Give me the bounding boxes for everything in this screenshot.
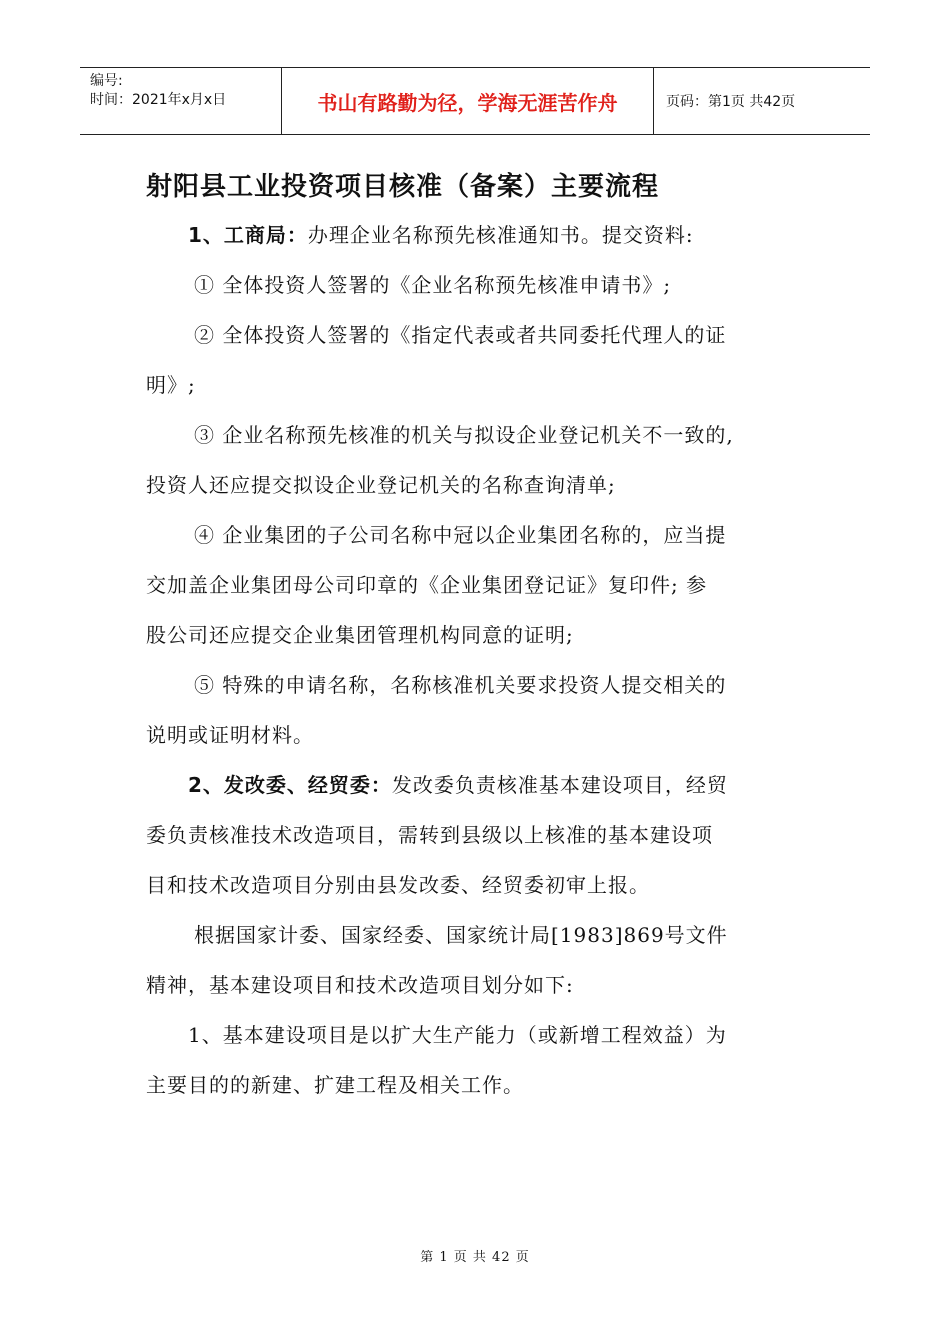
page-footer: 第 1 页 共 42 页 [420,1250,530,1265]
list-item-4-line-2: 交加盖企业集团母公司印章的《企业集团登记证》复印件; 参 [146,573,708,597]
paragraph-1 [146,210,806,260]
list-item-3-line-2: 投资人还应提交拟设企业登记机关的名称查询清单; [146,473,616,497]
header-page-info: 页码：第1页 共42页 [666,94,796,110]
header-meta [80,68,282,134]
paragraph-1-lead: 1、工商局： [188,223,308,247]
paragraph-2-lead: 2、发改委、经贸委： [188,773,392,797]
list-item-4-line-3: 股公司还应提交企业集团管理机构同意的证明; [146,623,574,647]
list-item-2-line-2: 明》; [146,373,196,397]
list-item-5-line-2: 说明或证明材料。 [146,723,314,747]
paragraph-3-line-1: 根据国家计委、国家经委、国家统计局[1983]869号文件 [194,923,728,947]
paragraph-2-text: 发改委负责核准基本建设项目，经贸 [391,773,728,797]
paragraph-2-line-1 [146,760,806,810]
paragraph-2-line-2: 委负责核准技术改造项目，需转到县级以上核准的基本建设项 [146,823,713,847]
header-table [80,67,870,135]
document-body [146,210,806,1110]
header-motto: 书山有路勤为径，学海无涯苦作舟 [282,68,654,134]
document-number: 编号: [90,73,123,89]
list-item-2-line-1: ② 全体投资人签署的《指定代表或者共同委托代理人的证 [194,323,727,347]
paragraph-4-line-2: 主要目的的新建、扩建工程及相关工作。 [146,1073,524,1097]
list-item-1: ① 全体投资人签署的《企业名称预先核准申请书》; [194,273,672,297]
document-title: 射阳县工业投资项目核准（备案）主要流程 [146,172,660,202]
paragraph-4-line-1: 1、基本建设项目是以扩大生产能力（或新增工程效益）为 [188,1023,727,1047]
paragraph-2-line-3: 目和技术改造项目分别由县发改委、经贸委初审上报。 [146,873,650,897]
list-item-3-line-1: ③ 企业名称预先核准的机关与拟设企业登记机关不一致的, [194,423,734,447]
document-date: 时间：2021年x月x日 [90,92,227,108]
paragraph-3-line-2: 精神，基本建设项目和技术改造项目划分如下: [146,973,574,997]
list-item-5-line-1: ⑤ 特殊的申请名称，名称核准机关要求投资人提交相关的 [194,673,727,697]
list-item-4-line-1: ④ 企业集团的子公司名称中冠以企业集团名称的，应当提 [194,523,727,547]
paragraph-1-text: 办理企业名称预先核准通知书。提交资料: [307,223,694,247]
